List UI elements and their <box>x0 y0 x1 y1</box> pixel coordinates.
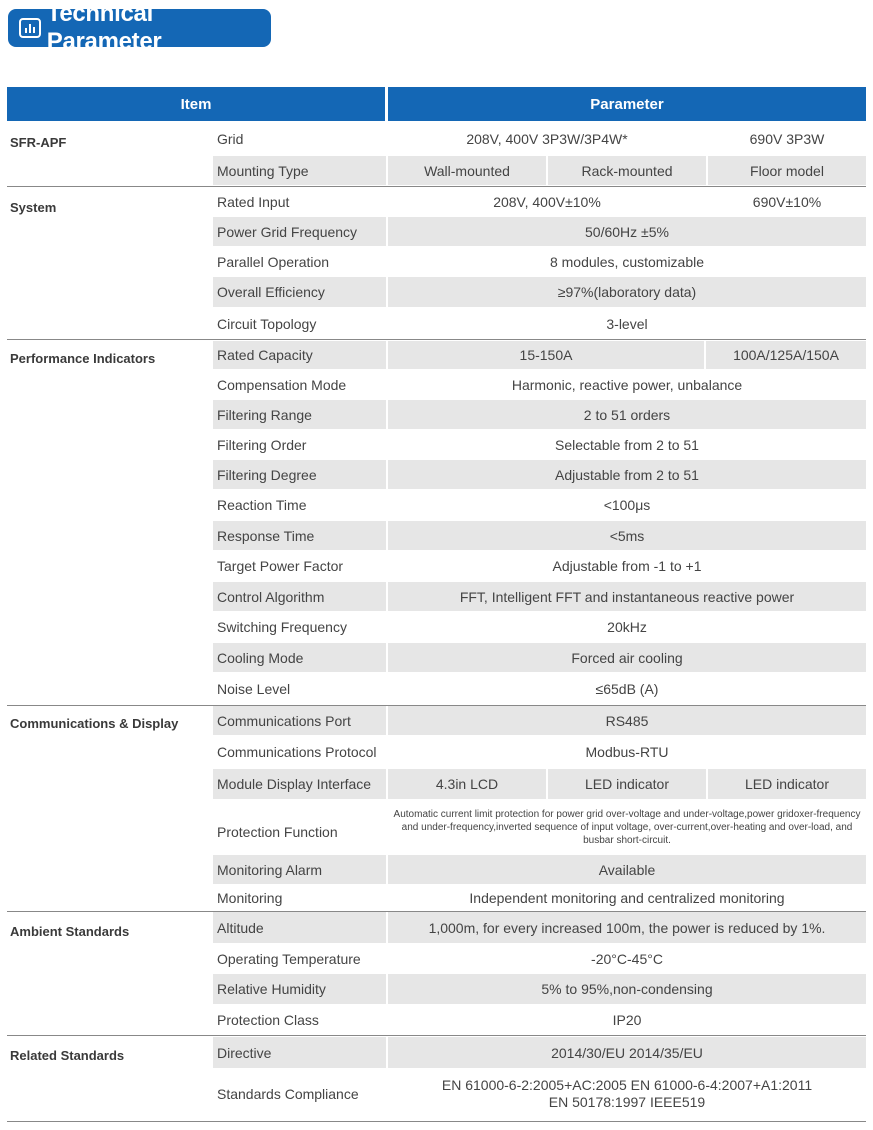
row-label: Mounting Type <box>213 156 386 185</box>
table-row-switching-frequency <box>213 612 866 641</box>
row-value: 5% to 95%,non-condensing <box>388 974 866 1004</box>
row-value: 208V, 400V±10% <box>493 194 601 210</box>
table-row-communications-port <box>213 706 866 735</box>
table-row-filtering-order <box>213 430 866 459</box>
section-divider <box>7 186 866 187</box>
table-row-monitoring <box>213 885 866 910</box>
row-label: Monitoring Alarm <box>213 855 386 884</box>
row-value: <100μs <box>603 496 651 513</box>
table-row-filtering-range <box>213 400 866 429</box>
table-row-relative-humidity <box>213 974 866 1004</box>
row-value: Adjustable from 2 to 51 <box>388 460 866 489</box>
table-row-response-time <box>213 521 866 550</box>
row-label: Compensation Mode <box>217 376 347 393</box>
table-row-rated-capacity <box>213 341 866 369</box>
table-row-noise-level <box>213 674 866 703</box>
table-row-module-display-interface <box>213 769 866 799</box>
table-row-control-algorithm <box>213 582 866 611</box>
row-label: Communications Port <box>213 706 386 735</box>
row-value-group <box>388 1070 866 1118</box>
section-divider <box>7 339 866 340</box>
section-label-sfr-apf: SFR-APF <box>10 135 67 150</box>
row-label: Communications Protocol <box>217 743 377 760</box>
row-label: Standards Compliance <box>217 1086 359 1102</box>
table-row-rated-input <box>213 188 866 216</box>
row-value: LED indicator <box>548 769 706 799</box>
row-label: Rated Capacity <box>213 341 386 369</box>
row-value: LED indicator <box>708 769 866 799</box>
row-label: Reaction Time <box>217 496 307 513</box>
row-label: Power Grid Frequency <box>213 217 386 246</box>
table-row-parallel-operation <box>213 247 866 276</box>
section-label-performance: Performance Indicators <box>10 351 156 366</box>
row-label: Filtering Order <box>217 436 307 453</box>
row-value: 15-150A <box>388 341 704 369</box>
row-label: Altitude <box>213 912 386 943</box>
row-value: 690V 3P3W <box>749 131 825 147</box>
table-row-protection-function <box>213 801 866 854</box>
table-bottom-line <box>7 1121 866 1122</box>
section-label-communications: Communications & Display <box>10 716 179 731</box>
header-parameter: Parameter <box>388 87 866 121</box>
row-label: Monitoring <box>217 889 283 906</box>
row-label: Filtering Degree <box>213 460 386 489</box>
row-value: 208V, 400V 3P3W/3P4W* <box>466 131 628 147</box>
row-value: FFT, Intelligent FFT and instantaneous reactive power <box>388 582 866 611</box>
row-value: 4.3in LCD <box>388 769 546 799</box>
row-value: <5ms <box>388 521 866 550</box>
row-value: Selectable from 2 to 51 <box>555 436 699 453</box>
row-label: Circuit Topology <box>217 315 317 332</box>
table-row-reaction-time <box>213 490 866 519</box>
header-item: Item <box>7 87 385 121</box>
section-label-system: System <box>10 200 57 215</box>
row-label: Control Algorithm <box>213 582 386 611</box>
page-title-badge <box>8 0 271 55</box>
table-row-communications-protocol <box>213 736 866 767</box>
row-value: -20°C-45°C <box>591 950 663 967</box>
row-value: 690V±10% <box>752 194 822 210</box>
table-row-grid <box>213 124 866 154</box>
row-value: RS485 <box>388 706 866 735</box>
row-value: Wall-mounted <box>388 156 546 185</box>
table-row-target-power-factor <box>213 551 866 580</box>
row-label: Switching Frequency <box>217 618 347 635</box>
row-value: 2 to 51 orders <box>388 400 866 429</box>
row-value: Floor model <box>708 156 866 185</box>
row-value: Automatic current limit protection for power grid over-voltage and under-voltage,power gridoxer-frequency and under-frequency,inverted sequence of input voltage, over-current,over-heating and over-load, and busbar short-circuit. <box>393 809 861 846</box>
table-row-compensation-mode <box>213 370 866 399</box>
row-label: Filtering Range <box>213 400 386 429</box>
row-value: 2014/30/EU 2014/35/EU <box>388 1037 866 1068</box>
section-divider <box>7 1035 866 1036</box>
table-row-monitoring-alarm <box>213 855 866 884</box>
table-row-operating-temperature <box>213 944 866 973</box>
row-value: Harmonic, reactive power, unbalance <box>511 376 743 393</box>
table-row-standards-compliance <box>213 1070 866 1118</box>
row-value: Modbus-RTU <box>585 743 669 760</box>
row-value: Independent monitoring and centralized monitoring <box>469 889 785 906</box>
row-label: Protection Class <box>217 1011 319 1028</box>
table-row-mounting-type <box>213 156 866 185</box>
row-value: IP20 <box>612 1011 642 1028</box>
section-label-related: Related Standards <box>10 1048 125 1063</box>
table-row-circuit-topology <box>213 309 866 338</box>
table-row-filtering-degree <box>213 460 866 489</box>
row-label: Relative Humidity <box>213 974 386 1004</box>
row-value: Available <box>388 855 866 884</box>
row-value: 8 modules, customizable <box>549 253 705 270</box>
row-value: 3-level <box>606 315 648 332</box>
table-row-grid-frequency <box>213 217 866 246</box>
row-value: 50/60Hz ±5% <box>388 217 866 246</box>
row-label: Cooling Mode <box>213 643 386 672</box>
row-label: Directive <box>213 1037 386 1068</box>
row-value: ≤65dB (A) <box>595 680 659 697</box>
row-label: Module Display Interface <box>213 769 386 799</box>
row-label: Protection Function <box>217 823 338 840</box>
row-value: Adjustable from -1 to +1 <box>552 557 702 574</box>
row-value: 1,000m, for every increased 100m, the power is reduced by 1%. <box>388 912 866 943</box>
row-label: Rated Input <box>217 194 290 210</box>
row-value: Rack-mounted <box>548 156 706 185</box>
table-row-cooling-mode <box>213 643 866 672</box>
chart-icon <box>19 18 41 38</box>
row-value: EN 61000-6-2:2005+AC:2005 EN 61000-6-4:2007+A1:2011 <box>441 1077 813 1094</box>
section-label-ambient: Ambient Standards <box>10 924 130 939</box>
row-value: EN 50178:1997 IEEE519 <box>548 1094 706 1110</box>
row-label: Operating Temperature <box>217 950 361 967</box>
row-label: Overall Efficiency <box>213 277 386 307</box>
table-row-protection-class <box>213 1005 866 1034</box>
row-value: 20kHz <box>607 618 647 635</box>
row-value: 100A/125A/150A <box>706 341 866 369</box>
row-label: Noise Level <box>217 680 291 697</box>
row-label: Grid <box>217 131 244 147</box>
row-label: Target Power Factor <box>217 557 344 574</box>
row-label: Response Time <box>213 521 386 550</box>
row-label: Parallel Operation <box>217 253 330 270</box>
table-row-altitude <box>213 912 866 943</box>
row-value: Forced air cooling <box>388 643 866 672</box>
table-row-overall-efficiency <box>213 277 866 307</box>
page-title: Technical Parameter <box>46 0 162 55</box>
row-value: ≥97%(laboratory data) <box>388 277 866 307</box>
table-row-directive <box>213 1037 866 1068</box>
